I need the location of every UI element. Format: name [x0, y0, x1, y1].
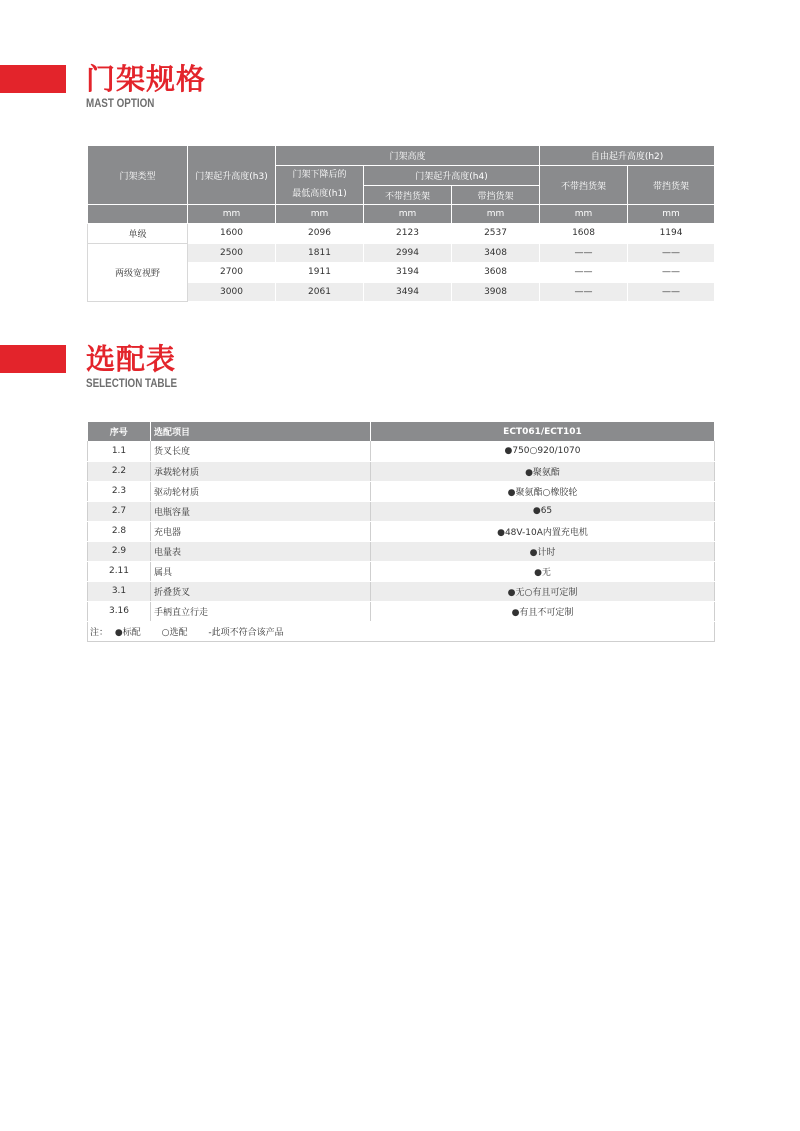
cell-no: 2.2	[88, 461, 151, 481]
col-header-item: 选配项目	[151, 422, 371, 441]
cell-item: 充电器	[151, 521, 371, 541]
cell-h4-with: 2537	[452, 224, 540, 244]
table-row	[88, 601, 715, 621]
legend-note-row	[88, 621, 715, 641]
cell-h1: 1911	[276, 263, 364, 283]
unit-cell-h2-no: mm	[540, 205, 628, 224]
col-header-lowered-height	[276, 166, 364, 205]
col-header-raised-height: 门架起升高度(h4)	[364, 166, 540, 186]
cell-value: ●聚氨酯	[371, 461, 715, 481]
col-header-raised-no-backrest: 不带挡货架	[364, 186, 452, 205]
cell-h3: 2500	[188, 243, 276, 263]
unit-cell-type	[88, 205, 188, 224]
cell-value: ●有且不可定制	[371, 601, 715, 621]
unit-cell-h2-with: mm	[628, 205, 715, 224]
mast-subtitle: MAST OPTION	[86, 96, 155, 110]
cell-h4-with: 3608	[452, 263, 540, 283]
cell-h3: 1600	[188, 224, 276, 244]
col-header-lift-height: 门架起升高度(h3)	[188, 146, 276, 205]
cell-no: 2.11	[88, 561, 151, 581]
cell-h4-no: 3494	[364, 282, 452, 302]
cell-no: 2.9	[88, 541, 151, 561]
cell-no: 3.16	[88, 601, 151, 621]
lowered-height-line1: 门架下降后的	[292, 170, 347, 180]
cell-h2-with: ——	[628, 282, 715, 302]
table-row	[88, 541, 715, 561]
cell-value: ●计时	[371, 541, 715, 561]
note-not-applicable: -此项不符合该产品	[208, 627, 284, 638]
cell-no: 1.1	[88, 441, 151, 461]
selection-table	[87, 422, 715, 642]
table-row	[88, 581, 715, 601]
table-row	[88, 521, 715, 541]
table-row	[88, 481, 715, 501]
cell-item: 折叠货叉	[151, 581, 371, 601]
cell-value: ●聚氨酯○橡胶轮	[371, 481, 715, 501]
col-header-free-no-backrest: 不带挡货架	[540, 166, 628, 205]
col-header-no: 序号	[88, 422, 151, 441]
cell-item: 电量表	[151, 541, 371, 561]
cell-item: 电瓶容量	[151, 501, 371, 521]
section-marker-mast	[0, 65, 66, 93]
col-header-model: ECT061/ECT101	[371, 422, 715, 441]
cell-item: 货叉长度	[151, 441, 371, 461]
cell-no: 2.3	[88, 481, 151, 501]
mast-type-cell: 单级	[88, 224, 188, 244]
lowered-height-line2: 最低高度(h1)	[292, 189, 347, 199]
cell-value: ●无○有且可定制	[371, 581, 715, 601]
cell-h2-with: 1194	[628, 224, 715, 244]
cell-h4-no: 3194	[364, 263, 452, 283]
cell-value: ●65	[371, 501, 715, 521]
cell-h3: 2700	[188, 263, 276, 283]
col-header-mast-height: 门架高度	[276, 146, 540, 166]
selection-title: 选配表	[86, 342, 177, 376]
note-optional: ○选配	[161, 627, 188, 638]
cell-value: ●无	[371, 561, 715, 581]
cell-h2-with: ——	[628, 263, 715, 283]
note-standard: ●标配	[114, 627, 141, 638]
cell-value: ●48V-10A内置充电机	[371, 521, 715, 541]
cell-h2-no: ——	[540, 243, 628, 263]
cell-h2-no: ——	[540, 263, 628, 283]
cell-no: 3.1	[88, 581, 151, 601]
cell-no: 2.8	[88, 521, 151, 541]
cell-h4-no: 2994	[364, 243, 452, 263]
unit-cell-h4-with: mm	[452, 205, 540, 224]
table-row	[88, 561, 715, 581]
note-prefix: 注：	[90, 627, 109, 638]
cell-item: 承载轮材质	[151, 461, 371, 481]
mast-title: 门架规格	[86, 62, 207, 96]
unit-cell-h4-no: mm	[364, 205, 452, 224]
cell-item: 属具	[151, 561, 371, 581]
table-row	[88, 441, 715, 461]
cell-h1: 1811	[276, 243, 364, 263]
unit-cell-h1: mm	[276, 205, 364, 224]
cell-h2-with: ——	[628, 243, 715, 263]
table-row	[88, 243, 715, 263]
cell-h2-no: 1608	[540, 224, 628, 244]
col-header-mast-type: 门架类型	[88, 146, 188, 205]
cell-h2-no: ——	[540, 282, 628, 302]
cell-h1: 2096	[276, 224, 364, 244]
section-marker-selection	[0, 345, 66, 373]
table-row	[88, 224, 715, 244]
legend-note	[88, 621, 715, 641]
mast-type-cell: 两级宽视野	[88, 243, 188, 302]
mast-spec-table	[87, 145, 715, 302]
col-header-free-with-backrest: 带挡货架	[628, 166, 715, 205]
cell-item: 驱动轮材质	[151, 481, 371, 501]
unit-cell-h3: mm	[188, 205, 276, 224]
table-row	[88, 461, 715, 481]
cell-h4-with: 3408	[452, 243, 540, 263]
cell-item: 手柄直立行走	[151, 601, 371, 621]
col-header-raised-with-backrest: 带挡货架	[452, 186, 540, 205]
cell-h4-with: 3908	[452, 282, 540, 302]
col-header-free-lift: 自由起升高度(h2)	[540, 146, 715, 166]
cell-h1: 2061	[276, 282, 364, 302]
table-row	[88, 501, 715, 521]
selection-subtitle: SELECTION TABLE	[86, 376, 178, 390]
cell-value: ●750○920/1070	[371, 441, 715, 461]
cell-h4-no: 2123	[364, 224, 452, 244]
cell-h3: 3000	[188, 282, 276, 302]
cell-no: 2.7	[88, 501, 151, 521]
